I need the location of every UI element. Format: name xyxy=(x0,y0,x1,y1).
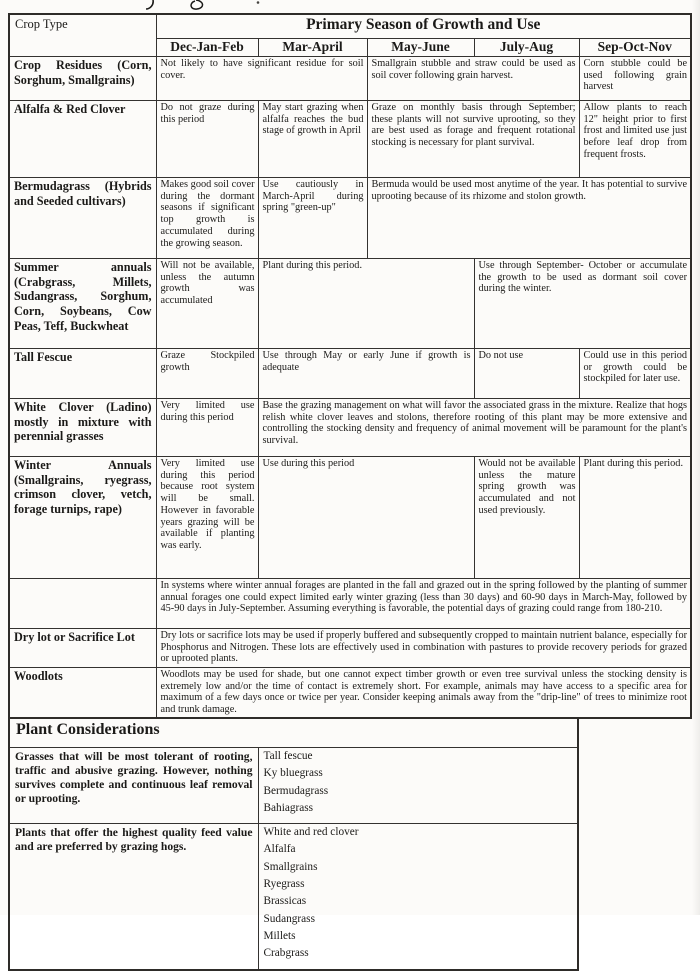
row-alfalfa-red-clover xyxy=(9,101,691,178)
tolerant-grasses-row xyxy=(9,747,578,823)
plant-item: Brassicas xyxy=(263,895,307,908)
plant-item: Bermudagrass xyxy=(263,784,329,797)
tolerant-grasses-description: Grasses that will be most tolerant of rooting, traffic and abusive grazing. However, nothing survives complete and continuous leaf removal or uprooting. xyxy=(9,747,258,823)
row-white-clover xyxy=(9,399,691,457)
season-cell: Makes good soil cover during the dormant seasons if significant top growth is accumulated during the growing season. xyxy=(156,178,258,259)
high-quality-feed-row xyxy=(9,824,578,970)
season-cell: Base the grazing management on what will favor the associated grass in the mixture. Realize that hogs relish white clover leaves and stolons, therefore rooting of this plant may be more extensive and controlling the stocking density and frequency of animal movement will be paramount for the plant's survival. xyxy=(258,399,691,457)
season-cell: Corn stubble could be used following grain harvest xyxy=(579,57,691,101)
season-cell: Very limited use during this period xyxy=(156,399,258,457)
high-quality-feed-list xyxy=(258,824,578,970)
cropped-title-fragment xyxy=(146,0,266,11)
crop-type-header: Crop Type xyxy=(9,14,156,57)
season-cell: Do not graze during this period xyxy=(156,101,258,178)
season-cell: May start grazing when alfalfa reaches the bud stage of growth in April xyxy=(258,101,367,178)
season-cell: Do not use xyxy=(474,349,579,399)
season-header-mar-april: Mar-April xyxy=(258,39,367,57)
plant-item: Crabgrass xyxy=(263,947,309,960)
season-cell: Could use in this period or growth could be stockpiled for later use. xyxy=(579,349,691,399)
season-cell: Use during this period xyxy=(258,457,474,579)
row-winter-annual-systems-note xyxy=(9,579,691,629)
row-crop-residues xyxy=(9,57,691,101)
season-cell: Use cautiously in March-April during spring "green-up" xyxy=(258,178,367,259)
season-cell: Very limited use during this period because root system will be small. However in favorable years grazing will be available if planting was early. xyxy=(156,457,258,579)
crop-type-cell: White Clover (Ladino) mostly in mixture with perennial grasses xyxy=(9,399,156,457)
plant-item: Tall fescue xyxy=(263,749,313,762)
row-tall-fescue xyxy=(9,349,691,399)
plant-considerations-table xyxy=(8,717,579,971)
season-header-sep-oct-nov: Sep-Oct-Nov xyxy=(579,39,691,57)
season-cell: Smallgrain stubble and straw could be used as soil cover following grain harvest. xyxy=(367,57,579,101)
season-cell: Not likely to have significant residue for soil cover. xyxy=(156,57,367,101)
plant-item: Ryegrass xyxy=(263,878,305,891)
season-cell: Use through May or early June if growth is adequate xyxy=(258,349,474,399)
crop-type-cell: Crop Residues (Corn, Sorghum, Smallgrains) xyxy=(9,57,156,101)
season-cell: Bermuda would be used most anytime of the year. It has potential to survive uprooting because of its rhizome and stolon growth. xyxy=(367,178,691,259)
plant-item: Ky bluegrass xyxy=(263,767,323,780)
season-cell: In systems where winter annual forages are planted in the fall and grazed out in the spring followed by the planting of summer annual forages one could expect limited early winter grazing (less than 30 days) and 60-90 days in March-May, followed by 45-90 days in July-September. Assuming everything is favorable, the potential days of grazing could range from 180-210. xyxy=(156,579,691,629)
crop-type-cell: Bermudagrass (Hybrids and Seeded cultivars) xyxy=(9,178,156,259)
plant-item: Smallgrains xyxy=(263,860,318,873)
season-cell: Graze Stockpiled growth xyxy=(156,349,258,399)
row-dry-lot xyxy=(9,629,691,668)
crop-type-cell xyxy=(9,579,156,629)
plant-considerations-title: Plant Considerations xyxy=(9,718,578,748)
crop-seasons-table xyxy=(8,13,692,719)
season-cell: Dry lots or sacrifice lots may be used if properly buffered and subsequently cropped to maintain nutrient balance, especially for Phosphorus and Nitrogen. These lots are effectively used in combination with pastures to provide recovery periods for grazed or uprooted plants. xyxy=(156,629,691,668)
plant-item: Millets xyxy=(263,929,296,942)
season-cell: Plant during this period. xyxy=(258,259,474,349)
row-winter-annuals xyxy=(9,457,691,579)
plant-considerations-header-row xyxy=(9,718,578,748)
plant-item: Sudangrass xyxy=(263,912,315,925)
season-cell: Woodlots may be used for shade, but one cannot expect timber growth or even tree survival unless the stocking density is extremely low and/or the time of contact is extremely short. For example, animals may have access to a specific area for maximum of a few days once or twice per year. Consider keeping animals away from the "drip-line" of trees to minimize root and trunk damage. xyxy=(156,668,691,718)
season-cell: Graze on monthly basis through September; these plants will not survive uprooting, so they are best used as forage and frequent rotational stocking is necessary for plant survival. xyxy=(367,101,579,178)
season-cell: Use through September- October or accumulate the growth to be used as dormant soil cover during the winter. xyxy=(474,259,691,349)
row-bermudagrass xyxy=(9,178,691,259)
season-header-dec-jan-feb: Dec-Jan-Feb xyxy=(156,39,258,57)
row-woodlots xyxy=(9,668,691,718)
crop-type-cell: Summer annuals (Crabgrass, Millets, Sudangrass, Sorghum, Corn, Soybeans, Cow Peas, Teff, Buckwheat xyxy=(9,259,156,349)
plant-item: White and red clover xyxy=(263,826,359,839)
season-cell: Plant during this period. xyxy=(579,457,691,579)
crop-type-cell: Winter Annuals (Smallgrains, ryegrass, crimson clover, vetch, forage turnips, rape) xyxy=(9,457,156,579)
season-header-july-aug: July-Aug xyxy=(474,39,579,57)
plant-item: Bahiagrass xyxy=(263,801,314,814)
season-header-may-june: May-June xyxy=(367,39,474,57)
primary-season-header: Primary Season of Growth and Use xyxy=(156,14,691,39)
season-cell: Allow plants to reach 12" height prior to first frost and limited use just before leaf drop from frequent frosts. xyxy=(579,101,691,178)
header-row-primary xyxy=(9,14,691,39)
crop-type-cell: Dry lot or Sacrifice Lot xyxy=(9,629,156,668)
crop-type-cell: Woodlots xyxy=(9,668,156,718)
season-cell: Will not be available, unless the autumn growth was accumulated xyxy=(156,259,258,349)
row-summer-annuals xyxy=(9,259,691,349)
crop-type-cell: Tall Fescue xyxy=(9,349,156,399)
season-cell: Would not be available unless the mature spring growth was accumulated and not used previously. xyxy=(474,457,579,579)
high-quality-feed-description: Plants that offer the highest quality feed value and are preferred by grazing hogs. xyxy=(9,824,258,970)
crop-type-cell: Alfalfa & Red Clover xyxy=(9,101,156,178)
tolerant-grasses-list xyxy=(258,747,578,823)
plant-item: Alfalfa xyxy=(263,843,296,856)
